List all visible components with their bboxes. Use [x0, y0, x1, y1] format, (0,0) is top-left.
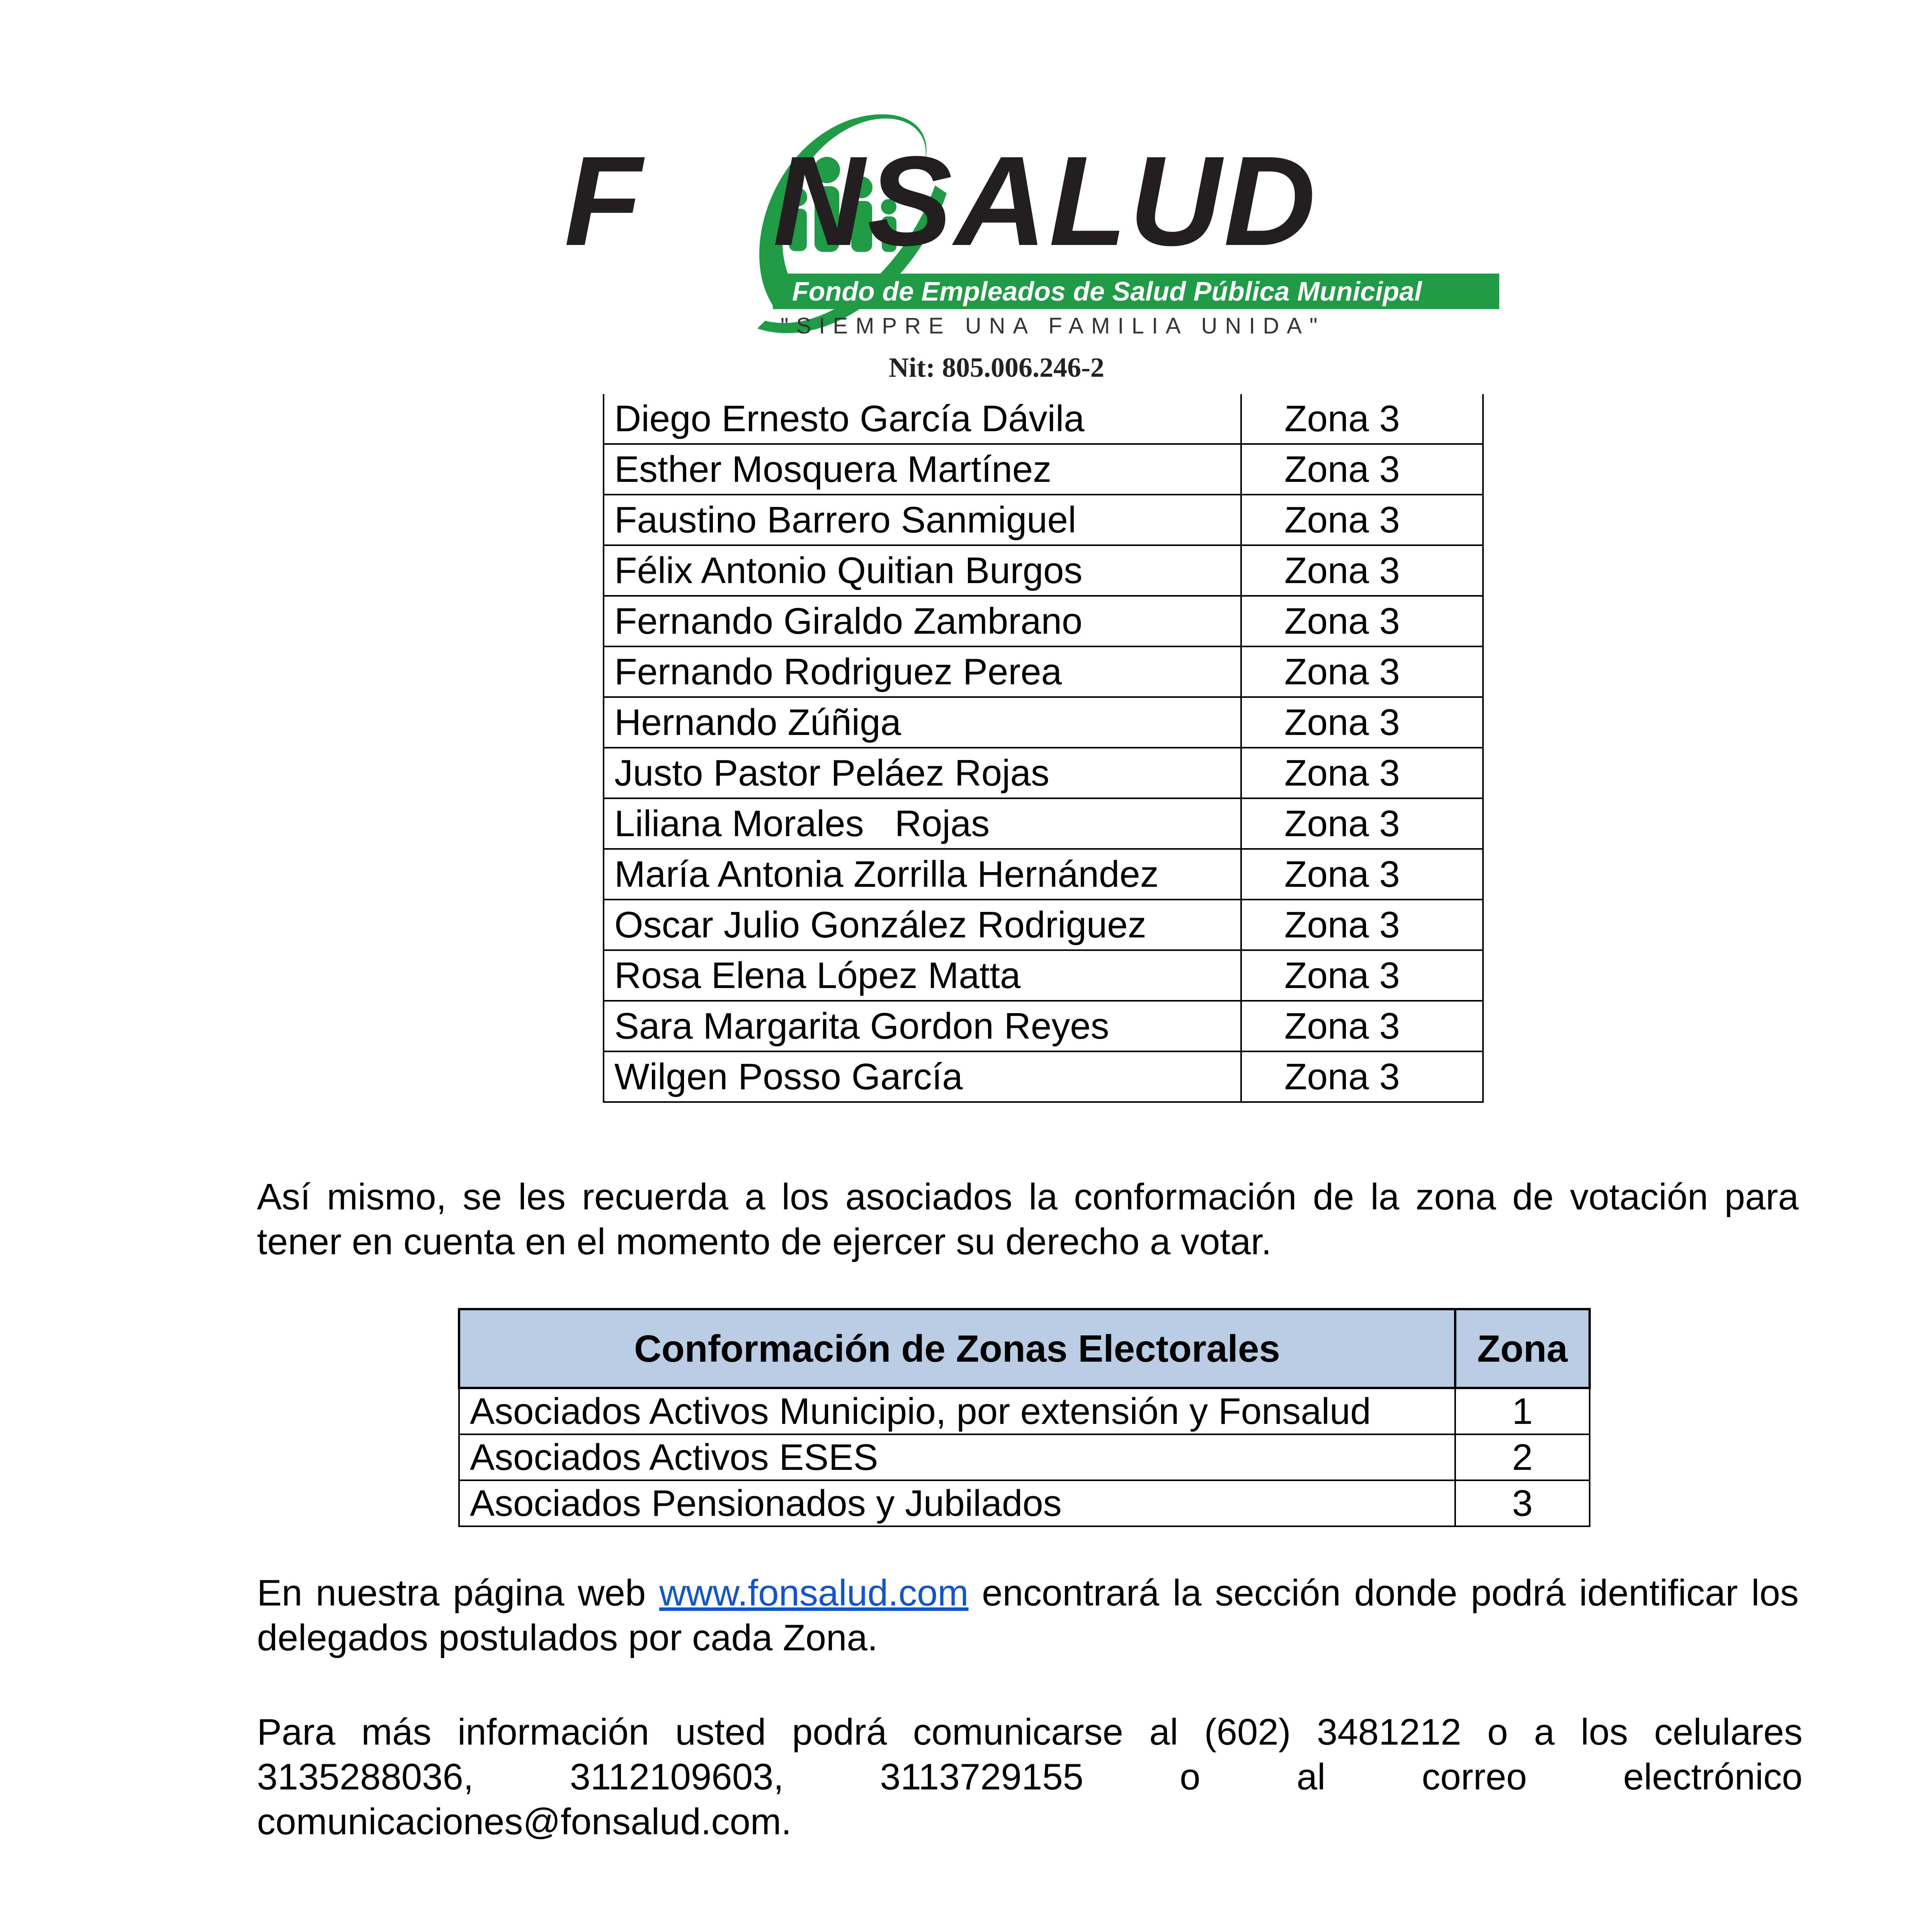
logo-tagline-band: Fondo de Empleados de Salud Pública Municipal [773, 274, 1499, 309]
zones-table-header [459, 1309, 1590, 1388]
logo-nit: Nit: 805.006.246-2 [889, 352, 1104, 383]
delegate-zone: Zona 3 [1241, 798, 1483, 849]
delegate-name: Sara Margarita Gordon Reyes [604, 1001, 1241, 1051]
table-row [459, 1480, 1590, 1526]
table-row [604, 950, 1483, 1001]
website-text-before: En nuestra página web [257, 1572, 660, 1614]
website-paragraph [257, 1571, 1799, 1660]
zones-header-zona: Zona [1455, 1309, 1590, 1388]
delegate-name: Wilgen Posso García [604, 1051, 1241, 1102]
delegate-zone: Zona 3 [1241, 1051, 1483, 1102]
delegate-name: Esther Mosquera Martínez [604, 444, 1241, 495]
delegate-zone: Zona 3 [1241, 900, 1483, 950]
zone-label: Asociados Pensionados y Jubilados [459, 1480, 1455, 1526]
table-row [604, 900, 1483, 950]
zones-reminder-paragraph: Así mismo, se les recuerda a los asociados la conformación de la zona de votación para tener en cuenta en el momento de ejercer su derecho a votar. [257, 1176, 1799, 1262]
contact-word: o [1180, 1756, 1201, 1798]
table-row [604, 394, 1483, 444]
delegate-name: Fernando Giraldo Zambrano [604, 596, 1241, 646]
table-row [604, 748, 1483, 798]
delegate-name: Justo Pastor Peláez Rojas [604, 748, 1241, 798]
contact-word: 3112109603, [570, 1756, 784, 1798]
delegates-table [603, 394, 1484, 1103]
delegate-name: Rosa Elena López Matta [604, 950, 1241, 1001]
delegate-zone: Zona 3 [1241, 950, 1483, 1001]
delegate-name: Fernando Rodriguez Perea [604, 646, 1241, 697]
contact-paragraph [257, 1710, 1803, 1844]
zone-number: 3 [1455, 1480, 1590, 1526]
contact-word: 3113729155 [880, 1756, 1084, 1798]
contact-email: comunicaciones@fonsalud.com. [257, 1801, 792, 1842]
zone-number: 2 [1455, 1434, 1590, 1480]
delegate-name: María Antonia Zorrilla Hernández [604, 849, 1241, 900]
contact-word: al [1296, 1756, 1326, 1798]
logo-slogan: "SIEMPRE UNA FAMILIA UNIDA" [781, 313, 1325, 338]
delegate-name: Liliana Morales Rojas [604, 798, 1241, 849]
delegate-name: Diego Ernesto García Dávila [604, 394, 1241, 444]
zones-header-conformacion: Conformación de Zonas Electorales [459, 1309, 1455, 1388]
delegate-name: Faustino Barrero Sanmiguel [604, 495, 1241, 545]
table-row [459, 1434, 1590, 1480]
table-row [604, 697, 1483, 748]
contact-word: 3135288036, [257, 1756, 474, 1798]
delegate-zone: Zona 3 [1241, 697, 1483, 748]
contact-line-2 [257, 1755, 1803, 1799]
table-row [604, 495, 1483, 545]
delegate-name: Hernando Zúñiga [604, 697, 1241, 748]
delegate-zone: Zona 3 [1241, 748, 1483, 798]
website-text-after: encontrará la sección donde podrá identificar los delegados postulados por cada Zona. [257, 1572, 1799, 1658]
table-row [604, 444, 1483, 495]
logo-wordmark: NSALUD [773, 129, 1318, 272]
website-link[interactable]: www.fonsalud.com [659, 1572, 969, 1614]
table-row [604, 849, 1483, 900]
zone-label: Asociados Activos ESES [459, 1434, 1455, 1480]
table-row [604, 646, 1483, 697]
table-row [459, 1388, 1590, 1434]
table-row [604, 1001, 1483, 1051]
delegate-zone: Zona 3 [1241, 545, 1483, 596]
delegate-zone: Zona 3 [1241, 646, 1483, 697]
delegate-zone: Zona 3 [1241, 394, 1483, 444]
fonsalud-logo [556, 104, 1499, 383]
delegate-name: Félix Antonio Quitian Burgos [604, 545, 1241, 596]
delegate-zone: Zona 3 [1241, 444, 1483, 495]
zone-number: 1 [1455, 1388, 1590, 1434]
delegate-zone: Zona 3 [1241, 849, 1483, 900]
table-row [604, 1051, 1483, 1102]
delegate-zone: Zona 3 [1241, 1001, 1483, 1051]
delegate-zone: Zona 3 [1241, 495, 1483, 545]
delegate-zone: Zona 3 [1241, 596, 1483, 646]
table-row [604, 545, 1483, 596]
contact-word: correo [1422, 1756, 1527, 1798]
contact-line-1: Para más información usted podrá comunicarse al (602) 3481212 o a los celulares [257, 1711, 1803, 1753]
zone-label: Asociados Activos Municipio, por extensión y Fonsalud [459, 1388, 1455, 1434]
zones-table [458, 1308, 1591, 1527]
contact-word: electrónico [1623, 1756, 1803, 1798]
logo-letter-f: F [564, 129, 642, 272]
delegate-name: Oscar Julio González Rodriguez [604, 900, 1241, 950]
table-row [604, 596, 1483, 646]
table-row [604, 798, 1483, 849]
